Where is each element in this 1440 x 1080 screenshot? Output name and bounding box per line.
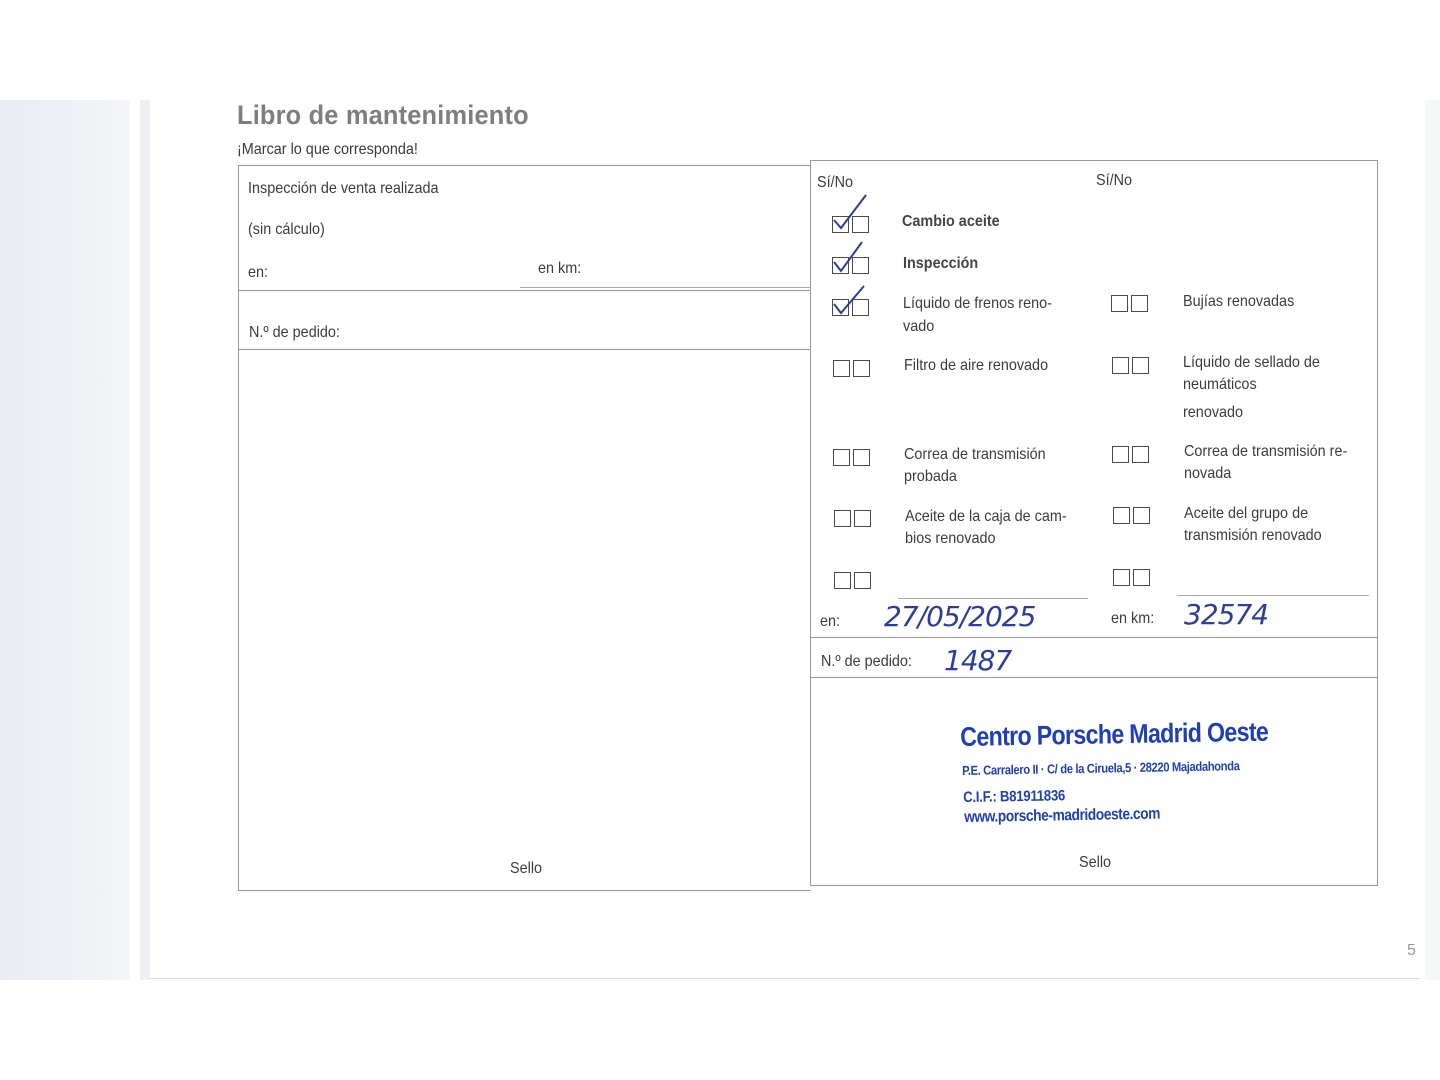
page-subtitle: ¡Marcar lo que corresponda! [237, 141, 418, 158]
check-mark-icon [830, 192, 870, 234]
left-divider-2 [238, 349, 810, 350]
handwritten-order-number: 1487 [944, 644, 1012, 677]
item-correa-renovada-cont: novada [1184, 465, 1232, 482]
item-aceite-grupo-cont: transmisión renovado [1184, 527, 1322, 544]
item-liquido-frenos-cont: vado [903, 318, 935, 335]
item-inspeccion: Inspección [903, 255, 979, 272]
left-date-label: en: [248, 264, 269, 281]
item-sellado-neumaticos: Líquido de sellado de [1183, 354, 1320, 371]
right-divider-1 [810, 637, 1378, 638]
left-order-label: N.º de pedido: [249, 324, 340, 341]
checkbox-bujias[interactable] [1111, 295, 1149, 313]
right-date-label: en: [820, 613, 841, 630]
page-bottom-edge [150, 978, 1420, 979]
dealer-stamp-name: Centro Porsche Madrid Oeste [960, 716, 1269, 752]
handwritten-km: 32574 [1184, 598, 1269, 631]
dealer-stamp-cif: C.I.F.: B81911836 [963, 787, 1066, 806]
no-calc-label: (sin cálculo) [248, 221, 325, 238]
checkbox-filtro-aire[interactable] [833, 360, 871, 378]
scan-shadow-line [140, 100, 150, 980]
checkbox-sellado-neumaticos[interactable] [1112, 357, 1150, 375]
checkbox-blank-right[interactable] [1113, 569, 1151, 587]
item-aceite-caja: Aceite de la caja de cam- [905, 508, 1067, 525]
page-title: Libro de mantenimiento [237, 100, 529, 130]
item-sellado-neumaticos-cont2: renovado [1183, 404, 1244, 421]
check-mark-icon [830, 284, 870, 318]
left-seal-label: Sello [510, 860, 543, 877]
inspection-label: Inspección de venta realizada [248, 180, 439, 197]
checkbox-correa-renovada[interactable] [1112, 446, 1150, 464]
checkbox-blank-left[interactable] [834, 572, 872, 590]
right-km-label: en km: [1111, 610, 1155, 627]
item-bujias: Bujías renovadas [1183, 293, 1295, 310]
yes-no-header-left: Sí/No [817, 174, 854, 191]
checkbox-aceite-caja[interactable] [834, 510, 872, 528]
item-aceite-caja-cont: bios renovado [905, 530, 996, 547]
scan-edge-left [0, 100, 130, 980]
item-aceite-grupo: Aceite del grupo de [1184, 505, 1309, 522]
check-mark-icon [830, 240, 870, 276]
item-correa-renovada: Correa de transmisión re- [1184, 443, 1348, 460]
handwritten-date: 27/05/2025 [884, 600, 1036, 633]
item-liquido-frenos: Líquido de frenos reno- [903, 295, 1052, 312]
left-panel-frame [238, 165, 811, 891]
item-filtro-aire: Filtro de aire renovado [904, 357, 1049, 374]
yes-no-header-right: Sí/No [1096, 172, 1133, 189]
item-sellado-neumaticos-cont: neumáticos [1183, 376, 1257, 393]
right-order-label: N.º de pedido: [821, 653, 912, 670]
dealer-stamp-web: www.porsche-madridoeste.com [964, 805, 1161, 826]
item-correa-probada: Correa de transmisión [904, 446, 1046, 463]
left-km-label: en km: [538, 260, 582, 277]
item-cambio-aceite: Cambio aceite [902, 213, 1000, 230]
right-seal-label: Sello [1079, 854, 1112, 871]
page-number: 5 [1407, 942, 1416, 959]
blank-line-left [898, 598, 1088, 599]
scan-edge-right [1425, 100, 1440, 980]
dealer-stamp-address: P.E. Carralero II · C/ de la Ciruela,5 · 28220 Majadahonda [962, 758, 1240, 778]
blank-line-right [1177, 595, 1369, 596]
checkbox-correa-probada[interactable] [833, 449, 871, 467]
right-divider-2 [810, 677, 1378, 678]
checkbox-aceite-grupo[interactable] [1113, 507, 1151, 525]
left-divider-1 [238, 290, 810, 291]
left-km-line [520, 287, 810, 288]
item-correa-probada-cont: probada [904, 468, 957, 485]
